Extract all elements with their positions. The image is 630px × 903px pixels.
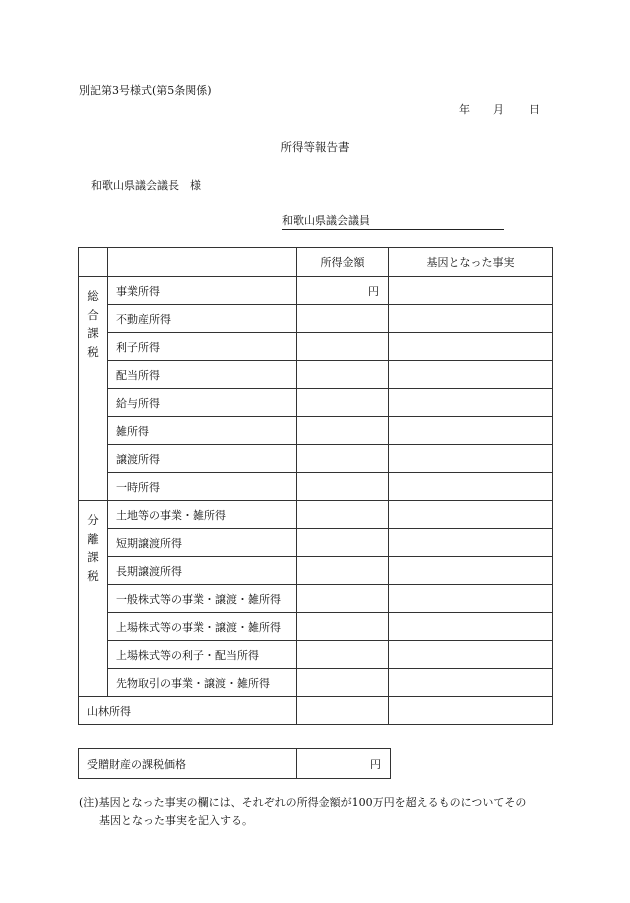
date-month: 月 (493, 103, 504, 116)
gift-label: 受贈財産の課税価格 (79, 749, 297, 779)
table-row (79, 749, 391, 779)
table-row (79, 669, 553, 697)
category-separate-taxation-label: 分離課税 (87, 513, 99, 583)
basis-fact-field[interactable] (389, 473, 553, 501)
income-type-label: 不動産所得 (108, 305, 297, 333)
table-row (79, 585, 553, 613)
income-amount-field[interactable] (297, 669, 389, 697)
category-separate-taxation (79, 501, 108, 697)
table-row (79, 417, 553, 445)
income-amount-field[interactable] (297, 501, 389, 529)
basis-fact-field[interactable] (389, 389, 553, 417)
header-cell-blank (79, 248, 108, 277)
basis-fact-field[interactable] (389, 277, 553, 305)
income-type-label: 譲渡所得 (108, 445, 297, 473)
income-type-label: 事業所得 (108, 277, 297, 305)
income-type-label: 雑所得 (108, 417, 297, 445)
income-amount-field[interactable] (297, 613, 389, 641)
income-type-label: 一時所得 (108, 473, 297, 501)
basis-fact-field[interactable] (389, 585, 553, 613)
basis-fact-field[interactable] (389, 305, 553, 333)
income-amount-field[interactable] (297, 333, 389, 361)
basis-fact-field[interactable] (389, 333, 553, 361)
income-amount-field[interactable] (297, 445, 389, 473)
footnote-line-2: 基因となった事実を記入する。 (99, 814, 253, 827)
basis-fact-field[interactable] (389, 613, 553, 641)
income-type-label: 配当所得 (108, 361, 297, 389)
basis-fact-field[interactable] (389, 501, 553, 529)
income-amount-field[interactable] (297, 389, 389, 417)
date-line (459, 101, 540, 117)
table-row (79, 361, 553, 389)
header-cell-amount: 所得金額 (297, 248, 389, 277)
date-year: 年 (459, 103, 470, 116)
income-amount-field[interactable] (297, 417, 389, 445)
income-type-label: 上場株式等の事業・譲渡・雑所得 (108, 613, 297, 641)
table-row (79, 529, 553, 557)
income-type-label: 長期譲渡所得 (108, 557, 297, 585)
income-amount-field[interactable] (297, 529, 389, 557)
page-title: 所得等報告書 (280, 140, 350, 154)
category-general-taxation (79, 277, 108, 501)
basis-fact-field[interactable] (389, 417, 553, 445)
income-amount-field[interactable] (297, 585, 389, 613)
table-row (79, 305, 553, 333)
table-row (79, 697, 553, 725)
table-row (79, 389, 553, 417)
income-amount-field[interactable] (297, 697, 389, 725)
table-row (79, 501, 553, 529)
form-number: 別記第3号様式(第5条関係) (79, 84, 212, 97)
gift-amount-field[interactable]: 円 (297, 749, 391, 779)
table-row (79, 613, 553, 641)
income-amount-field[interactable] (297, 361, 389, 389)
income-amount-field[interactable] (297, 473, 389, 501)
table-row (79, 641, 553, 669)
income-type-label: 給与所得 (108, 389, 297, 417)
income-type-label: 山林所得 (79, 697, 297, 725)
basis-fact-field[interactable] (389, 361, 553, 389)
addressee: 和歌山県議会議長 様 (91, 179, 201, 192)
basis-fact-field[interactable] (389, 557, 553, 585)
income-type-label: 上場株式等の利子・配当所得 (108, 641, 297, 669)
income-amount-field[interactable] (297, 305, 389, 333)
date-day: 日 (529, 103, 540, 116)
footnote (79, 794, 559, 830)
table-header-row (79, 248, 553, 277)
basis-fact-field[interactable] (389, 641, 553, 669)
income-type-label: 土地等の事業・雑所得 (108, 501, 297, 529)
income-amount-field[interactable] (297, 557, 389, 585)
table-row (79, 473, 553, 501)
gift-property-table (78, 748, 391, 779)
footnote-line-1: (注)基因となった事実の欄には、それぞれの所得金額が100万円を超えるものについてその (79, 796, 527, 809)
header-cell-blank (108, 248, 297, 277)
table-row (79, 557, 553, 585)
income-table (78, 247, 553, 725)
income-amount-field[interactable] (297, 641, 389, 669)
income-amount-field[interactable]: 円 (297, 277, 389, 305)
income-type-label: 短期譲渡所得 (108, 529, 297, 557)
category-general-taxation-label: 総合課税 (87, 289, 99, 359)
basis-fact-field[interactable] (389, 529, 553, 557)
income-type-label: 先物取引の事業・譲渡・雑所得 (108, 669, 297, 697)
table-row (79, 333, 553, 361)
basis-fact-field[interactable] (389, 669, 553, 697)
sender-line: 和歌山県議会議員 (282, 212, 504, 230)
income-type-label: 一般株式等の事業・譲渡・雑所得 (108, 585, 297, 613)
basis-fact-field[interactable] (389, 445, 553, 473)
table-row (79, 277, 553, 305)
income-type-label: 利子所得 (108, 333, 297, 361)
basis-fact-field[interactable] (389, 697, 553, 725)
table-row (79, 445, 553, 473)
header-cell-basis: 基因となった事実 (389, 248, 553, 277)
